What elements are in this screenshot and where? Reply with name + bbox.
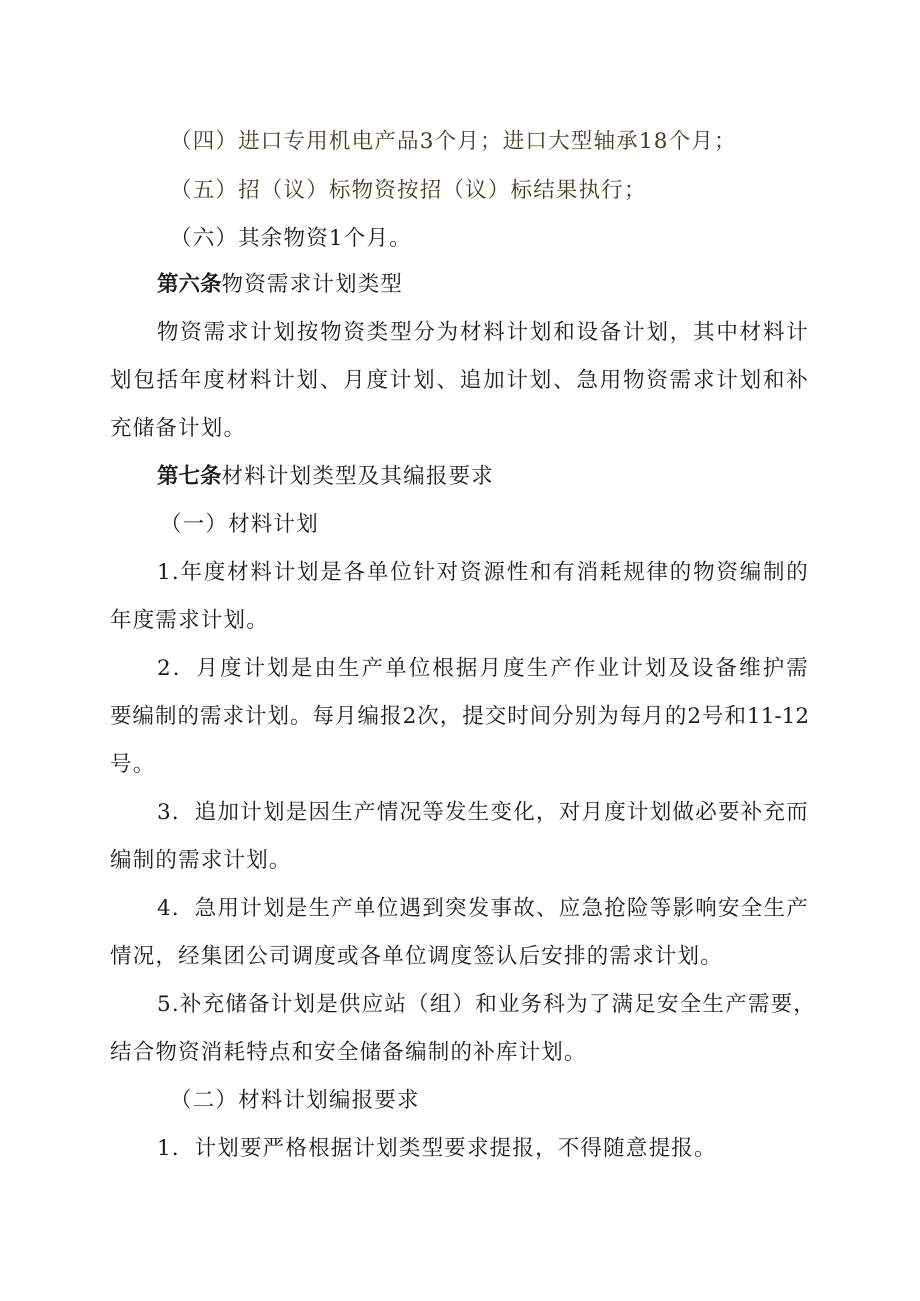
text-line-6: 划包括年度材料计划、月度计划、追加计划、急用物资需求计划和补 xyxy=(110,368,809,393)
text-line-5: 物资需求计划按物资类型分为材料计划和设备计划，其中材料计 xyxy=(157,320,809,345)
article-7-number: 第七条 xyxy=(157,464,222,489)
text-line-13: 要编制的需求计划。每月编报2次，提交时间分别为每月的2号和11-12 xyxy=(110,704,809,729)
text-line-15: 3．追加计划是因生产情况等发生变化，对月度计划做必要补充而 xyxy=(157,800,809,825)
text-line-12: 2．月度计划是由生产单位根据月度生产作业计划及设备维护需 xyxy=(157,656,809,681)
text-line-2: （五）招（议）标物资按招（议）标结果执行； xyxy=(170,178,647,203)
article-7-title: 材料计划类型及其编报要求 xyxy=(221,464,494,489)
text-line-16: 编制的需求计划。 xyxy=(110,848,292,873)
text-line-21: （二）材料计划编报要求 xyxy=(170,1088,420,1113)
text-line-20: 结合物资消耗特点和安全储备编制的补库计划。 xyxy=(110,1040,587,1065)
article-6-number: 第六条 xyxy=(157,272,222,297)
text-line-3: （六）其余物资1个月。 xyxy=(170,226,412,251)
article-6-heading xyxy=(157,270,403,300)
text-line-17: 4．急用计划是生产单位遇到突发事故、应急抢险等影响安全生产 xyxy=(157,896,809,921)
text-line-18: 情况，经集团公司调度或各单位调度签认后安排的需求计划。 xyxy=(110,944,723,969)
text-line-9: （一）材料计划 xyxy=(160,512,319,537)
article-6-title: 物资需求计划类型 xyxy=(221,272,404,297)
text-line-22: 1．计划要严格根据计划类型要求提报，不得随意提报。 xyxy=(157,1136,717,1161)
text-line-1: （四）进口专用机电产品3个月；进口大型轴承18个月； xyxy=(170,129,737,154)
text-line-11: 年度需求计划。 xyxy=(110,608,269,633)
text-line-14: 号。 xyxy=(110,752,156,777)
text-line-10: 1.年度材料计划是各单位针对资源性和有消耗规律的物资编制的 xyxy=(157,560,809,585)
text-line-7: 充储备计划。 xyxy=(110,416,247,441)
article-7-heading xyxy=(157,462,494,492)
text-line-19: 5.补充储备计划是供应站（组）和业务科为了满足安全生产需要， xyxy=(157,992,816,1017)
